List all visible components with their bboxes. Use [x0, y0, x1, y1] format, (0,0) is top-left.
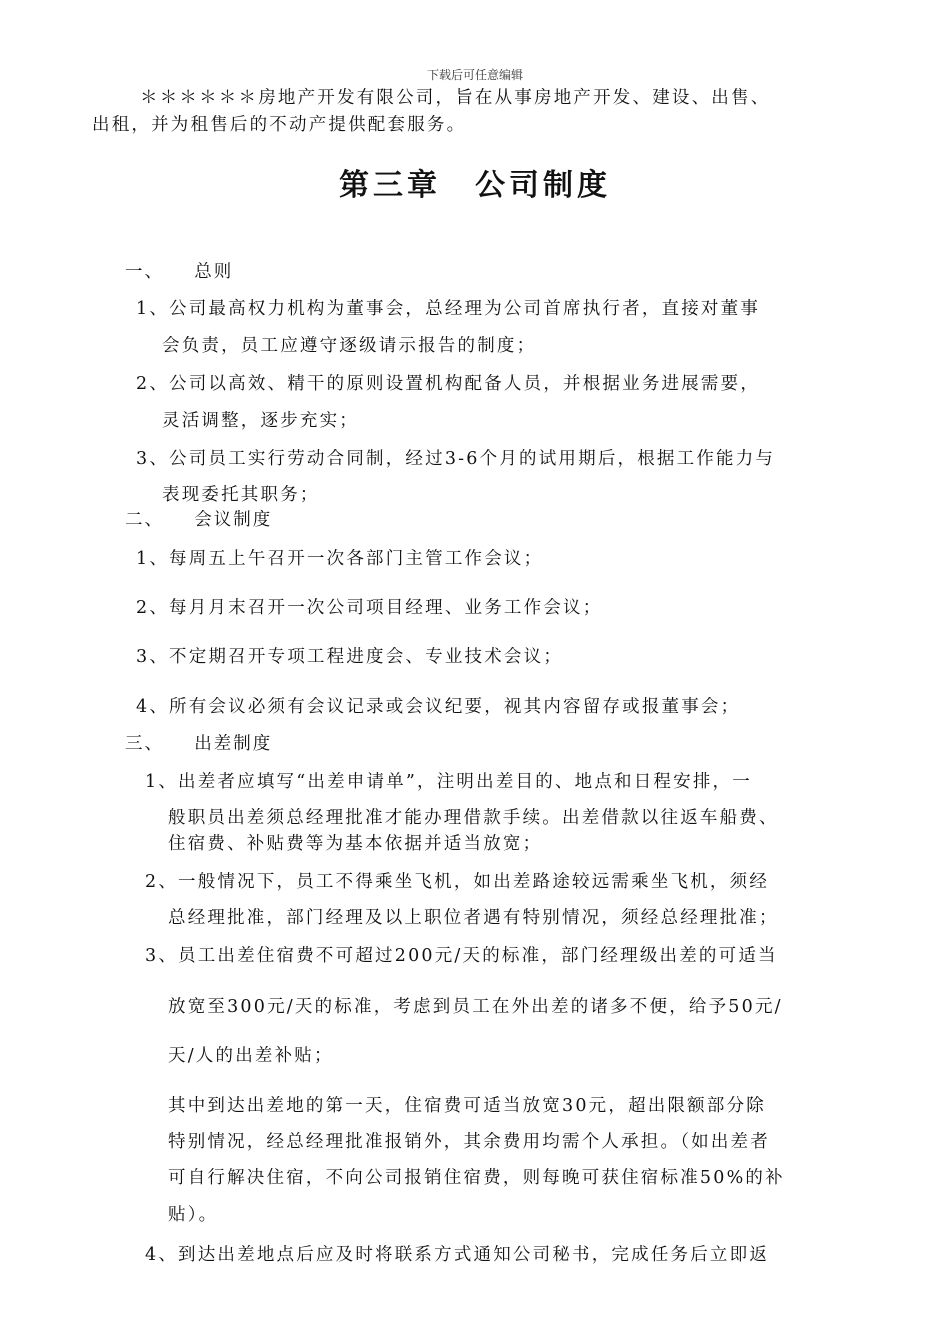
travel-item-1-line-1: 1、出差者应填写“出差申请单”，注明出差目的、地点和日程安排，一	[145, 772, 752, 792]
general-item-3-line-2: 表现委托其职务；	[162, 485, 320, 505]
general-item-3-line-1: 3、公司员工实行劳动合同制，经过3-6个月的试用期后，根据工作能力与	[136, 449, 776, 469]
header-note: 下载后可任意编辑	[426, 68, 523, 82]
general-item-1-line-1: 1、公司最高权力机构为董事会，总经理为公司首席执行者，直接对董事	[136, 299, 761, 319]
travel-item-3-para-line-1: 其中到达出差地的第一天，住宿费可适当放宽30元，超出限额部分除	[168, 1096, 766, 1116]
meeting-item-4: 4、所有会议必须有会议记录或会议纪要，视其内容留存或报董事会；	[136, 697, 741, 717]
general-item-1-line-2: 会负责，员工应遵守逐级请示报告的制度；	[162, 336, 537, 356]
meeting-item-3: 3、不定期召开专项工程进度会、专业技术会议；	[136, 647, 564, 667]
travel-item-1-line-3: 住宿费、补贴费等为基本依据并适当放宽；	[168, 834, 543, 854]
intro-line-1: ＊＊＊＊＊＊房地产开发有限公司，旨在从事房地产开发、建设、出售、	[140, 88, 771, 108]
general-item-2-line-1: 2、公司以高效、精干的原则设置机构配备人员，并根据业务进展需要，	[136, 374, 761, 394]
section-heading-meeting: 二、 会议制度	[125, 510, 273, 530]
travel-item-3-line-1: 3、员工出差住宿费不可超过200元/天的标准，部门经理级出差的可适当	[145, 946, 778, 966]
travel-item-3-para-line-2: 特别情况，经总经理批准报销外，其余费用均需个人承担。（如出差者	[168, 1132, 770, 1152]
chapter-title: 第三章 公司制度	[339, 168, 611, 203]
section-heading-general: 一、 总则	[125, 262, 234, 282]
travel-item-3-line-3: 天/人的出差补贴；	[168, 1046, 334, 1066]
meeting-item-2: 2、每月月末召开一次公司项目经理、业务工作会议；	[136, 598, 603, 618]
travel-item-3-para-line-4: 贴）。	[168, 1205, 219, 1225]
intro-line-2: 出租，并为租售后的不动产提供配套服务。	[92, 115, 467, 135]
travel-item-3-para-line-3: 可自行解决住宿，不向公司报销住宿费，则每晚可获住宿标准50%的补	[168, 1168, 785, 1188]
meeting-item-1: 1、每周五上午召开一次各部门主管工作会议；	[136, 549, 544, 569]
travel-item-2-line-2: 总经理批准，部门经理及以上职位者遇有特别情况，须经总经理批准；	[168, 908, 779, 928]
travel-item-4-line-1: 4、到达出差地点后应及时将联系方式通知公司秘书，完成任务后立即返	[145, 1245, 770, 1265]
travel-item-3-line-2: 放宽至300元/天的标准，考虑到员工在外出差的诸多不便，给予50元/	[168, 997, 783, 1017]
travel-item-1-line-2: 般职员出差须总经理批准才能办理借款手续。出差借款以往返车船费、	[168, 808, 779, 828]
general-item-2-line-2: 灵活调整，逐步充实；	[162, 411, 359, 431]
travel-item-2-line-1: 2、一般情况下，员工不得乘坐飞机，如出差路途较远需乘坐飞机，须经	[145, 872, 770, 892]
section-heading-travel: 三、 出差制度	[125, 734, 273, 754]
